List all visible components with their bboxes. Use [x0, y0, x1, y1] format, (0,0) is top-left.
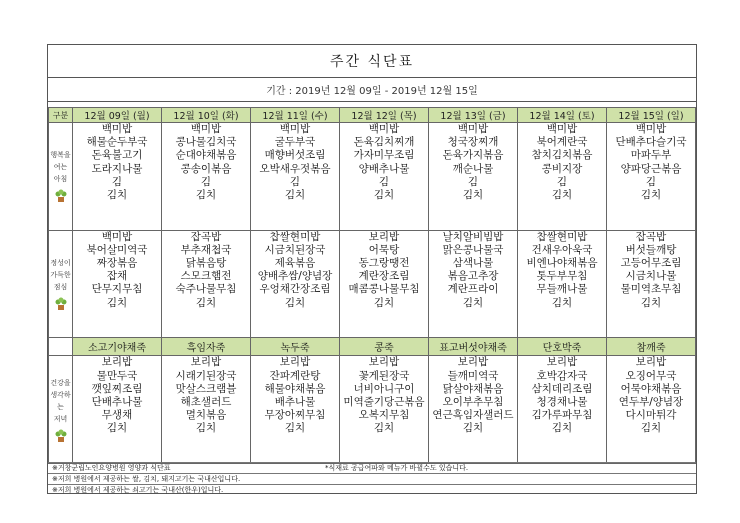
menu-item: 무생채	[101, 409, 133, 422]
menu-cell	[518, 230, 607, 338]
menu-item: 김치	[373, 296, 395, 309]
menu-item: 매콤콩나물무침	[348, 283, 420, 296]
meal-label	[49, 230, 73, 338]
menu-item: 물미역초무침	[620, 283, 682, 296]
menu-item: 콩송이볶음	[180, 162, 232, 175]
menu-item: 순대야채볶음	[175, 149, 237, 162]
menu-item: 김	[378, 175, 390, 188]
menu-item: 미역줄기당근볶음	[343, 396, 425, 409]
meal-label-line: 저녁	[53, 414, 68, 423]
menu-item: 계란프라이	[447, 283, 499, 296]
menu-item: 백미밥	[457, 123, 489, 135]
menu-item: 백미밥	[279, 123, 311, 135]
menu-item: 너비아니구이	[353, 382, 415, 395]
day-header-row	[49, 108, 696, 123]
notes	[48, 462, 696, 495]
menu-item: 시금치나물	[625, 270, 677, 283]
menu-item: 북어살미역국	[86, 243, 148, 256]
menu-cell	[162, 356, 251, 464]
menu-item: 잡곡밥	[190, 230, 222, 243]
meal-label-line: 생각하는	[50, 390, 71, 411]
menu-item: 삼색나물	[452, 256, 494, 269]
menu-item: 해물순두부국	[86, 136, 148, 149]
menu-cell	[607, 230, 696, 338]
menu-item: 백미밥	[101, 123, 133, 135]
menu-item: 꽃게된장국	[358, 369, 410, 382]
menu-item: 우엉채간장조림	[259, 283, 331, 296]
meal-label	[49, 123, 73, 231]
menu-item: 양배추나물	[358, 162, 410, 175]
menu-item: 굴두부국	[274, 136, 316, 149]
menu-item: 깨순나물	[452, 162, 494, 175]
menu-item: 오복지무침	[358, 409, 410, 422]
menu-cell	[340, 356, 429, 464]
menu-item: 어묵야채볶음	[620, 382, 682, 395]
menu-item: 백미밥	[368, 123, 400, 135]
menu-cell	[518, 123, 607, 231]
menu-item: 보리밥	[635, 356, 667, 369]
menu-item: 매향버섯조림	[264, 149, 326, 162]
menu-item: 동그랑땡전	[358, 256, 410, 269]
menu-cell	[429, 123, 518, 231]
meal-row	[49, 123, 696, 231]
menu-cell	[251, 356, 340, 464]
menu-cell	[518, 356, 607, 464]
menu-item: 제육볶음	[274, 256, 316, 269]
menu-cell	[251, 230, 340, 338]
menu-item: 보리밥	[368, 230, 400, 243]
menu-item: 해초샐러드	[180, 396, 232, 409]
menu-item: 버섯들깨탕	[625, 243, 677, 256]
menu-item: 김	[111, 175, 123, 188]
menu-cell	[162, 230, 251, 338]
menu-item: 계란장조림	[358, 270, 410, 283]
menu-item: 김치	[373, 189, 395, 202]
menu-cell	[429, 356, 518, 464]
menu-item: 잔파계란탕	[269, 369, 321, 382]
menu-item: 콩비지장	[541, 162, 583, 175]
menu-item: 김치	[284, 296, 306, 309]
menu-cell	[73, 123, 162, 231]
menu-item: 북어계란국	[536, 136, 588, 149]
menu-item: 김치	[640, 189, 662, 202]
menu-item: 돈육김치찌개	[353, 136, 415, 149]
meal-row	[49, 230, 696, 338]
note-row	[48, 462, 696, 473]
menu-item: 배추나물	[274, 396, 316, 409]
menu-item: 김치	[462, 422, 484, 435]
menu-item: 김치	[640, 296, 662, 309]
menu-item: 김치	[195, 296, 217, 309]
menu-item: 김	[289, 175, 301, 188]
note-origin-beef: ※저희 병원에서 제공하는 쇠고기는 국내산(한우)입니다.	[52, 486, 224, 494]
potted-plant-icon	[54, 429, 68, 443]
menu-table	[48, 107, 696, 464]
menu-cell	[429, 230, 518, 338]
meal-label-line: 가득한	[50, 270, 71, 279]
meal-label-line: 여는	[53, 163, 68, 172]
menu-item: 오이부추무침	[442, 396, 504, 409]
note-change-warning: *식재료 공급여파와 메뉴가 바뀔수도 있습니다.	[325, 464, 469, 472]
potted-plant-icon	[54, 189, 68, 203]
menu-cell	[73, 230, 162, 338]
menu-cell	[251, 123, 340, 231]
day-header: 12월 12일 (목)	[340, 108, 429, 123]
porridge-row	[49, 338, 696, 356]
menu-item: 날치알비빔밥	[442, 230, 504, 243]
menu-item: 양파당근볶음	[620, 162, 682, 175]
menu-item: 도라지나물	[91, 162, 143, 175]
menu-item: 찹쌀현미밥	[269, 230, 321, 243]
menu-item: 김치	[284, 422, 306, 435]
menu-item: 김치	[551, 296, 573, 309]
menu-item: 단배추나물	[91, 396, 143, 409]
menu-item: 단배추다슬기국	[615, 136, 687, 149]
menu-item: 맑은콩나물국	[442, 243, 504, 256]
menu-item: 청국장찌개	[447, 136, 499, 149]
note-row	[48, 473, 696, 484]
menu-item: 무들깨나물	[536, 283, 588, 296]
menu-item: 숙주나물무침	[175, 283, 237, 296]
menu-item: 고등어무조림	[620, 256, 682, 269]
menu-item: 오박새우젓볶음	[259, 162, 331, 175]
menu-item: 멸치볶음	[185, 409, 227, 422]
meal-label-line: 점심	[53, 282, 68, 291]
menu-cell	[162, 123, 251, 231]
menu-item: 건새우아욱국	[531, 243, 593, 256]
menu-item: 마파두부	[630, 149, 672, 162]
note-origin-rice: ※저희 병원에서 제공하는 쌀, 김치, 돼지고기는 국내산입니다.	[52, 475, 241, 483]
menu-item: 백미밥	[101, 230, 133, 243]
menu-cell	[73, 356, 162, 464]
porridge-cell: 참깨죽	[607, 338, 696, 356]
menu-item: 돈육가지볶음	[442, 149, 504, 162]
menu-item: 김	[645, 175, 657, 188]
menu-item: 보리밥	[190, 356, 222, 369]
menu-item: 김치	[195, 189, 217, 202]
porridge-cell: 소고기야채죽	[73, 338, 162, 356]
menu-item: 어묵탕	[368, 243, 400, 256]
menu-item: 물만두국	[96, 369, 138, 382]
day-header: 12월 15일 (일)	[607, 108, 696, 123]
menu-item: 김	[467, 175, 479, 188]
day-header: 12월 10일 (화)	[162, 108, 251, 123]
menu-item: 보리밥	[101, 356, 133, 369]
menu-item: 시금치된장국	[264, 243, 326, 256]
menu-item: 닭살야채볶음	[442, 382, 504, 395]
menu-item: 가자미무조림	[353, 149, 415, 162]
menu-item: 다시마튀각	[625, 409, 677, 422]
day-header: 12월 11일 (수)	[251, 108, 340, 123]
menu-item: 톳두부무침	[536, 270, 588, 283]
day-header: 12월 13일 (금)	[429, 108, 518, 123]
menu-item: 김치	[640, 422, 662, 435]
menu-item: 참치김치볶음	[531, 149, 593, 162]
menu-item: 시래기된장국	[175, 369, 237, 382]
menu-cell	[607, 123, 696, 231]
porridge-cell: 녹두죽	[251, 338, 340, 356]
period-label: 기간 : 2019년 12월 09일 - 2019년 12월 15일	[48, 77, 696, 102]
menu-item: 김치	[462, 296, 484, 309]
menu-item: 연두부/양념장	[618, 396, 684, 409]
note-hospital: ※거창군립노인요양병원 영양과 식단표	[52, 464, 171, 472]
menu-item: 김치	[195, 422, 217, 435]
menu-cell	[340, 123, 429, 231]
menu-item: 잡채	[106, 270, 128, 283]
menu-item: 짜장볶음	[96, 256, 138, 269]
porridge-cell: 콩죽	[340, 338, 429, 356]
menu-item: 청경채나물	[536, 396, 588, 409]
menu-item: 김가루파무침	[531, 409, 593, 422]
menu-item: 부추재첩국	[180, 243, 232, 256]
menu-item: 김치	[462, 189, 484, 202]
menu-item: 보리밥	[546, 356, 578, 369]
meal-label-line: 정성이	[50, 258, 71, 267]
menu-item: 무장아찌무침	[264, 409, 326, 422]
menu-item: 김	[200, 175, 212, 188]
day-header: 12월 09일 (월)	[73, 108, 162, 123]
menu-item: 김치	[373, 422, 395, 435]
menu-item: 콩나물김치국	[175, 136, 237, 149]
page-title: 주간 식단표	[48, 45, 696, 78]
menu-item: 닭볶음탕	[185, 256, 227, 269]
menu-item: 해물야채볶음	[264, 382, 326, 395]
menu-item: 김	[556, 175, 568, 188]
meal-row	[49, 356, 696, 464]
menu-item: 김치	[551, 189, 573, 202]
day-header: 12월 14일 (토)	[518, 108, 607, 123]
meal-label-line: 행복을	[50, 151, 71, 160]
porridge-cell: 흑임자죽	[162, 338, 251, 356]
menu-item: 김치	[106, 422, 128, 435]
menu-item: 깻잎찌조림	[91, 382, 143, 395]
menu-item: 김치	[284, 189, 306, 202]
menu-item: 김치	[106, 296, 128, 309]
menu-item: 연근흑임자샐러드	[432, 409, 514, 422]
menu-cell	[340, 230, 429, 338]
menu-item: 들깨미역국	[447, 369, 499, 382]
menu-item: 김치	[551, 422, 573, 435]
menu-item: 잡곡밥	[635, 230, 667, 243]
corner-label: 구분	[49, 108, 73, 123]
porridge-cell: 단호박죽	[518, 338, 607, 356]
menu-item: 백미밥	[190, 123, 222, 135]
menu-cell	[607, 356, 696, 464]
menu-item: 양배추쌈/양념장	[257, 270, 333, 283]
meal-label-line: 건강을	[50, 378, 71, 387]
menu-item: 비엔나야채볶음	[526, 256, 598, 269]
menu-item: 백미밥	[546, 123, 578, 135]
menu-item: 단무지무침	[91, 283, 143, 296]
menu-item: 보리밥	[457, 356, 489, 369]
menu-item: 맛살스크램블	[175, 382, 237, 395]
menu-item: 찹쌀현미밥	[536, 230, 588, 243]
porridge-cell: 표고버섯야채죽	[429, 338, 518, 356]
menu-item: 스모크햄전	[180, 270, 232, 283]
menu-item: 보리밥	[279, 356, 311, 369]
menu-item: 보리밥	[368, 356, 400, 369]
menu-item: 돈육불고기	[91, 149, 143, 162]
meal-label-line: 아침	[53, 175, 68, 184]
porridge-label-cell	[49, 338, 73, 356]
menu-item: 삼치데리조림	[531, 382, 593, 395]
menu-item: 김치	[106, 189, 128, 202]
menu-sheet	[47, 44, 697, 494]
potted-plant-icon	[54, 297, 68, 311]
meal-label	[49, 356, 73, 464]
menu-item: 백미밥	[635, 123, 667, 135]
menu-item: 볶음고추장	[447, 270, 499, 283]
menu-item: 호박감자국	[536, 369, 588, 382]
menu-item: 오징어무국	[625, 369, 677, 382]
note-row	[48, 484, 696, 495]
